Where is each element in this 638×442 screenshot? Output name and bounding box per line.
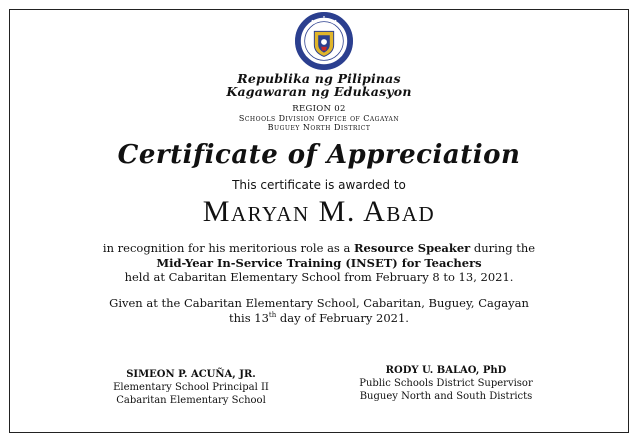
- awarded-line: This certificate is awarded to: [232, 178, 406, 192]
- signatory-title: Public Schools District Supervisor: [359, 378, 533, 389]
- signatory-supervisor: [331, 364, 561, 403]
- republic-heading: Republika ng Pilipinas: [237, 71, 401, 86]
- training-name: Mid-Year In-Service Training (INSET) for Teachers: [156, 256, 482, 270]
- given-line: Given at the Cabaritan Elementary School, Cabaritan, Buguey, Cagayan: [109, 296, 529, 310]
- date-line: [0, 311, 638, 325]
- region-label: REGION 02: [292, 104, 346, 114]
- role-name: Resource Speaker: [354, 241, 471, 255]
- deped-seal-logo: [295, 12, 353, 70]
- date-prefix: this 13: [229, 311, 269, 325]
- division-label: Schools Division Office of Cagayan: [238, 114, 400, 123]
- department-heading: Kagawaran ng Edukasyon: [226, 84, 412, 99]
- signatory-office: Buguey North and South Districts: [359, 391, 533, 402]
- signatory-name: RODY U. BALAO, PhD: [385, 365, 507, 376]
- certificate-title: Certificate of Appreciation: [117, 140, 521, 170]
- date-suffix: day of February 2021.: [276, 311, 409, 325]
- recognition-prefix: in recognition for his meritorious role as a: [102, 241, 354, 255]
- venue-line: held at Cabaritan Elementary School from February 8 to 13, 2021.: [124, 270, 514, 284]
- date-ordinal: th: [268, 311, 277, 320]
- signatory-principal: [76, 368, 306, 407]
- district-label: Buguey North District: [267, 123, 371, 132]
- recognition-line: [0, 241, 638, 255]
- recipient-name: Maryan M. Abad: [202, 195, 436, 228]
- recognition-suffix: during the: [470, 241, 536, 255]
- signatory-name: SIMEON P. ACUÑA, JR.: [126, 369, 256, 380]
- signatory-title: Elementary School Principal II: [113, 382, 269, 393]
- signatory-office: Cabaritan Elementary School: [116, 395, 266, 406]
